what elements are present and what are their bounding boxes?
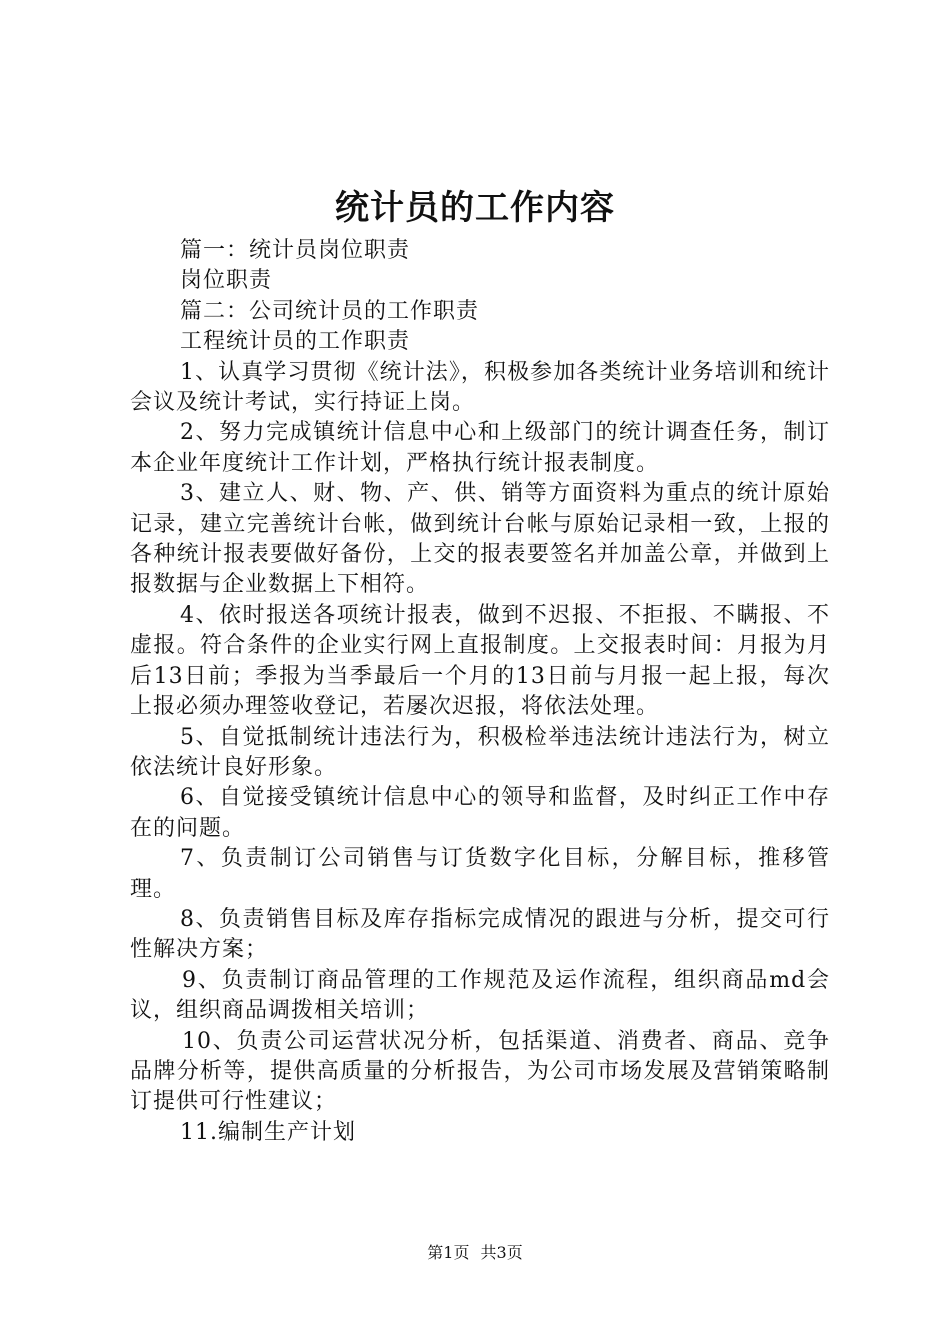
page-total: 共3页 bbox=[480, 1243, 523, 1262]
paragraph-item-6: 6、自觉接受镇统计信息中心的领导和监督，及时纠正工作中存在的问题。 bbox=[130, 785, 830, 841]
paragraph-item-5: 5、自觉抵制统计违法行为，积极检举违法统计违法行为，树立依法统计良好形象。 bbox=[130, 724, 830, 780]
paragraph-item-11: 11.编制生产计划 bbox=[180, 1119, 356, 1145]
document-title: 统计员的工作内容 bbox=[335, 188, 615, 228]
document-body bbox=[130, 236, 830, 1148]
paragraph-heading-2: 岗位职责 bbox=[180, 268, 273, 294]
paragraph-item-2: 2、努力完成镇统计信息中心和上级部门的统计调查任务，制订本企业年度统计工作计划，严格执行统计报表制度。 bbox=[130, 420, 830, 476]
paragraph-item-1: 1、认真学习贯彻《统计法》，积极参加各类统计业务培训和统计会议及统计考试，实行持证上岗。 bbox=[130, 359, 830, 416]
paragraph-heading-3: 篇二：公司统计员的工作职责 bbox=[180, 298, 480, 324]
paragraph-item-7: 7、负责制订公司销售与订货数字化目标，分解目标，推移管理。 bbox=[130, 846, 830, 902]
paragraph-item-8: 8、负责销售目标及库存指标完成情况的跟进与分析，提交可行性解决方案； bbox=[130, 906, 830, 963]
paragraph-item-9: 9、负责制订商品管理的工作规范及运作流程，组织商品md会议，组织商品调拨相关培训； bbox=[130, 967, 830, 1024]
paragraph-heading-4: 工程统计员的工作职责 bbox=[180, 329, 411, 355]
page-number: 第1页 bbox=[427, 1243, 470, 1262]
paragraph-item-3: 3、建立人、财、物、产、供、销等方面资料为重点的统计原始记录，建立完善统计台帐，做到统计台帐与原始记录相一致，上报的各种统计报表要做好备份，上交的报表要签名并加盖公章，并做到上报数据与企业数据上下相符。 bbox=[130, 481, 830, 598]
page-footer bbox=[0, 1242, 950, 1264]
paragraph-heading-1: 篇一：统计员岗位职责 bbox=[180, 238, 411, 263]
paragraph-item-4: 4、依时报送各项统计报表，做到不迟报、不拒报、不瞒报、不虚报。符合条件的企业实行网上直报制度。上交报表时间：月报为月后13日前；季报为当季最后一个月的13日前与月报一起上报，每次上报必须办理签收登记，若屡次迟报，将依法处理。 bbox=[130, 602, 830, 720]
paragraph-item-10: 10、负责公司运营状况分析，包括渠道、消费者、商品、竞争品牌分析等，提供高质量的分析报告，为公司市场发展及营销策略制订提供可行性建议； bbox=[130, 1028, 830, 1115]
